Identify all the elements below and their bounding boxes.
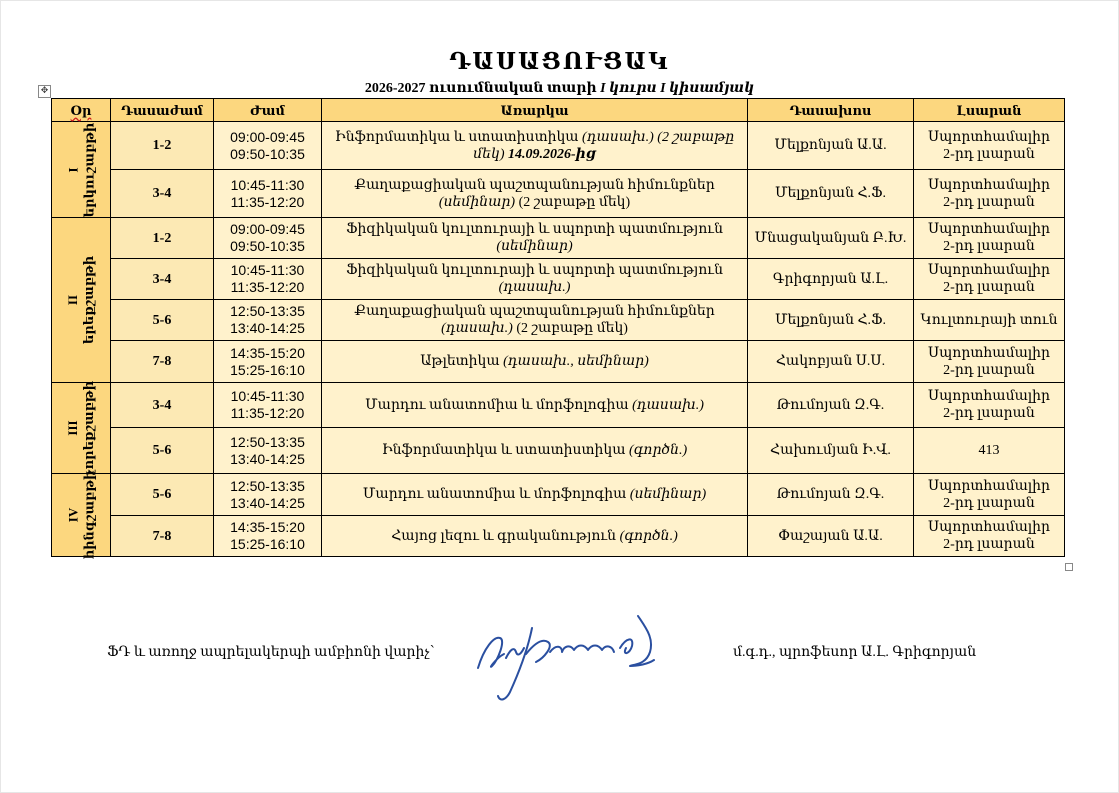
table-header-row xyxy=(52,99,1065,122)
signature-right-text: մ.գ.դ., պրոֆեսոր Ա.Լ. Գրիգորյան xyxy=(733,645,977,660)
time-cell xyxy=(214,428,322,474)
document-subtitle xyxy=(0,80,1119,97)
day-numeral: II xyxy=(65,294,80,306)
subject-note: (դասախ.) (2 շաբաթը մեկ) xyxy=(473,129,735,162)
subject-name: Ֆիզիկական կուլտուրայի և սպորտի պատմություն xyxy=(346,263,723,278)
subject-name: Ֆիզիկական կուլտուրայի և սպորտի պատմություն xyxy=(346,222,723,237)
room-line1: Սպորտհամալիր xyxy=(927,177,1051,193)
room-cell xyxy=(914,428,1065,474)
subject-cell xyxy=(322,516,748,557)
pair-cell: 5-6 xyxy=(111,474,214,516)
time-cell xyxy=(214,516,322,557)
pair-cell: 1-2 xyxy=(111,122,214,170)
pair-cell: 3-4 xyxy=(111,383,214,428)
subject-note: (դասախ.) xyxy=(441,321,513,336)
teacher-cell: Մելքոնյան Ա.Ա. xyxy=(748,122,914,170)
subject-name: Քաղաքացիական պաշտպանության հիմունքներ xyxy=(354,304,715,319)
room-line2: 2-րդ լսարան xyxy=(943,406,1035,421)
day-cell-wednesday xyxy=(52,383,111,474)
time-end: 11:35-12:20 xyxy=(230,405,305,421)
pair-cell: 3-4 xyxy=(111,170,214,218)
room-cell xyxy=(914,122,1065,170)
room-cell xyxy=(914,170,1065,218)
day-cell-tuesday xyxy=(52,218,111,383)
time-cell xyxy=(214,300,322,341)
table-row xyxy=(52,428,1065,474)
subject-cell xyxy=(322,122,748,170)
room-line1: Սպորտհամալիր xyxy=(927,263,1051,278)
room-line2: 2-րդ լսարան xyxy=(943,362,1035,378)
teacher-cell: Մնացականյան Բ.Խ. xyxy=(748,218,914,259)
subtitle-course: I կուրս I կիսամյակ xyxy=(600,81,755,96)
room-cell xyxy=(914,516,1065,557)
day-numeral: IV xyxy=(65,507,81,523)
room-line1: Սպորտհամալիր xyxy=(927,345,1051,361)
subject-cell xyxy=(322,218,748,259)
room-line1: Սպորտհամալիր xyxy=(927,389,1051,404)
time-cell xyxy=(214,474,322,516)
room-line1: Սպորտհամալիր xyxy=(927,478,1051,494)
subject-date: 14.09.2026-ից xyxy=(507,146,596,162)
room-line2: 2-րդ լսարան xyxy=(943,280,1035,295)
room-line2: 2-րդ լսարան xyxy=(943,537,1035,552)
teacher-cell: Թումոյան Զ.Գ. xyxy=(748,474,914,516)
subject-note: (դասախ.) xyxy=(632,397,704,413)
day-name: հինգշաբթի xyxy=(81,470,97,560)
time-cell xyxy=(214,122,322,170)
room-line2: 2-րդ լսարան xyxy=(943,495,1035,511)
subject-cell xyxy=(322,300,748,341)
subject-cell xyxy=(322,170,748,218)
time-cell xyxy=(214,341,322,383)
pair-cell: 5-6 xyxy=(111,428,214,474)
subject-name: Ինֆորմատիկա և ստատիստիկա xyxy=(334,129,579,145)
time-end: 09:50-10:35 xyxy=(230,145,305,162)
time-start: 10:45-11:30 xyxy=(230,262,305,278)
time-cell xyxy=(214,259,322,300)
day-numeral: III xyxy=(65,420,80,436)
header-pair: Դասաժամ xyxy=(111,99,214,122)
handwritten-signature xyxy=(470,608,670,706)
room-line1: Սպորտհամալիր xyxy=(927,129,1051,145)
time-end: 15:25-16:10 xyxy=(230,361,305,378)
subject-note: (գործն.) xyxy=(629,443,688,458)
table-row xyxy=(52,300,1065,341)
teacher-cell: Հակոբյան Ս.Ս. xyxy=(748,341,914,383)
day-numeral: I xyxy=(65,166,80,173)
room-line2: 2-րդ լսարան xyxy=(943,146,1035,162)
day-cell-monday xyxy=(52,122,111,218)
subject-cell xyxy=(322,259,748,300)
time-end: 15:25-16:10 xyxy=(230,536,305,552)
pair-cell: 3-4 xyxy=(111,259,214,300)
time-start: 12:50-13:35 xyxy=(230,477,305,494)
time-start: 14:35-15:20 xyxy=(230,519,305,535)
room-line2: 2-րդ լսարան xyxy=(943,239,1035,254)
pair-cell: 5-6 xyxy=(111,300,214,341)
day-name: չորեքշաբթի xyxy=(81,381,96,475)
subject-note: (դասախ., սեմինար) xyxy=(503,354,649,369)
teacher-cell: Հախումյան Ի.Վ. xyxy=(748,428,914,474)
subject-note: (սեմինար) xyxy=(629,487,707,502)
header-day: Օր xyxy=(52,99,111,122)
teacher-cell: Փաշայան Ա.Ա. xyxy=(748,516,914,557)
header-teacher: Դասախոս xyxy=(748,99,914,122)
table-row xyxy=(52,474,1065,516)
time-end: 11:35-12:20 xyxy=(230,279,305,295)
time-end: 13:40-14:25 xyxy=(230,494,305,511)
time-start: 09:00-09:45 xyxy=(230,221,305,237)
subtitle-year: 2026-2027 ուսումնական տարի xyxy=(364,81,597,96)
room-cell xyxy=(914,341,1065,383)
time-cell xyxy=(214,383,322,428)
time-start: 10:45-11:30 xyxy=(230,388,305,404)
document-title: ԴԱՍԱՑՈՒՑԱԿ xyxy=(449,49,670,74)
teacher-cell: Մելքոնյան Հ.Ֆ. xyxy=(748,170,914,218)
table-row xyxy=(52,341,1065,383)
room-line1: Սպորտհամալիր xyxy=(927,520,1051,535)
pair-cell: 1-2 xyxy=(111,218,214,259)
time-cell xyxy=(214,170,322,218)
room-cell xyxy=(914,383,1065,428)
table-row xyxy=(52,218,1065,259)
time-end: 11:35-12:20 xyxy=(230,193,305,210)
subject-note: (սեմինար) xyxy=(496,239,573,254)
subject-note: (դասախ.) xyxy=(498,280,571,295)
time-end: 09:50-10:35 xyxy=(230,238,305,254)
table-row xyxy=(52,170,1065,218)
subject-name: Աթլետիկա xyxy=(420,354,500,369)
room-line1: 413 xyxy=(978,443,1000,458)
day-name: երեքշաբթի xyxy=(81,255,96,345)
room-line2: 2-րդ լսարան xyxy=(943,194,1035,210)
subject-extra: (2 շաբաթը մեկ) xyxy=(518,194,631,210)
subject-extra: (2 շաբաթը մեկ) xyxy=(516,321,628,336)
time-end: 13:40-14:25 xyxy=(230,320,305,336)
subject-name: Մարդու անատոմիա և մորֆոլոգիա xyxy=(365,397,629,413)
time-start: 09:00-09:45 xyxy=(230,128,305,145)
subject-name: Քաղաքացիական պաշտպանության հիմունքներ xyxy=(354,177,715,193)
time-end: 13:40-14:25 xyxy=(230,450,305,467)
room-line1: Սպորտհամալիր xyxy=(927,222,1051,237)
pair-cell: 7-8 xyxy=(111,341,214,383)
teacher-cell: Գրիգորյան Ա.Լ. xyxy=(748,259,914,300)
subject-note: (սեմինար) xyxy=(438,194,516,210)
time-cell xyxy=(214,218,322,259)
header-room: Լսարան xyxy=(914,99,1065,122)
pair-cell: 7-8 xyxy=(111,516,214,557)
table-row xyxy=(52,259,1065,300)
subject-cell xyxy=(322,383,748,428)
subject-cell xyxy=(322,341,748,383)
subject-cell xyxy=(322,474,748,516)
subject-name: Հայոց լեզու և գրականություն xyxy=(391,528,617,544)
room-cell xyxy=(914,474,1065,516)
schedule-table xyxy=(51,98,1065,560)
table-row xyxy=(52,383,1065,428)
header-subject: Առարկա xyxy=(322,99,748,122)
day-cell-thursday xyxy=(52,470,111,560)
table-row xyxy=(52,122,1065,170)
subject-note: (գործն.) xyxy=(619,528,678,544)
room-line1: Կուլտուրայի տուն xyxy=(920,312,1058,328)
subject-name: Ինֆորմատիկա և ստատիստիկա xyxy=(381,443,626,458)
table-resize-handle[interactable] xyxy=(1065,563,1073,571)
room-cell xyxy=(914,300,1065,341)
time-start: 12:50-13:35 xyxy=(230,303,305,319)
table-move-handle-icon[interactable]: ✥ xyxy=(38,85,51,98)
time-start: 12:50-13:35 xyxy=(230,433,305,450)
signature-left-text: ՖԴ և առողջ ապրելակերպի ամբիոնի վարիչ՝ xyxy=(107,645,435,660)
time-start: 10:45-11:30 xyxy=(230,176,305,193)
time-start: 14:35-15:20 xyxy=(230,344,305,361)
teacher-cell: Մելքոնյան Հ.Ֆ. xyxy=(748,300,914,341)
subject-cell xyxy=(322,428,748,474)
teacher-cell: Թումոյան Զ.Գ. xyxy=(748,383,914,428)
subject-name: Մարդու անատոմիա և մորֆոլոգիա xyxy=(362,487,627,502)
day-name: երկուշաբթի xyxy=(81,122,96,217)
table-row xyxy=(52,516,1065,557)
room-cell xyxy=(914,218,1065,259)
room-cell xyxy=(914,259,1065,300)
header-time: Ժամ xyxy=(214,99,322,122)
